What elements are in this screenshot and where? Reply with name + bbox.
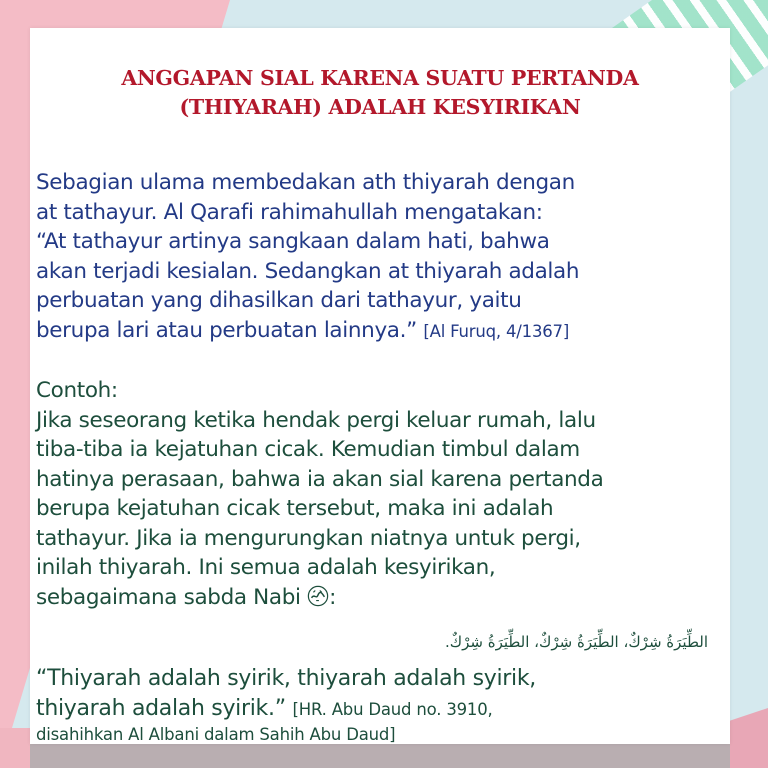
title-line: ANGGAPAN SIAL KARENA SUATU PERTANDA xyxy=(121,66,639,90)
title-line: (THIYARAH) ADALAH KESYIRIKAN xyxy=(179,95,581,119)
example-paragraph xyxy=(36,376,726,612)
paragraph-line: “At tathayur artinya sangkaan dalam hati, bahwa xyxy=(36,229,550,254)
example-line: Jika seseorang ketika hendak pergi keluar rumah, lalu xyxy=(36,407,596,433)
example-line-text: sebagaimana sabda Nabi xyxy=(36,584,301,610)
paragraph-line: perbuatan yang dihasilkan dari tathayur, yaitu xyxy=(36,288,522,313)
content-card xyxy=(30,28,730,744)
page-title xyxy=(30,64,730,122)
example-line: berupa kejatuhan cicak tersebut, maka ini adalah xyxy=(36,496,554,521)
source-reference: [Al Furuq, 4/1367] xyxy=(423,321,570,341)
hadith-arabic-text: الطِّيَرَةُ شِرْكٌ، الطِّيَرَةُ شِرْكٌ، الطِّيَرَةُ شِرْكٌ. xyxy=(444,633,708,651)
hadith-translation-quote xyxy=(36,664,726,746)
hadith-reference: [HR. Abu Daud no. 3910, xyxy=(292,700,493,719)
example-closing-colon: : xyxy=(329,584,337,610)
paragraph-line xyxy=(36,316,726,347)
example-line: tathayur. Jika ia mengurungkan niatnya untuk pergi, xyxy=(36,525,581,551)
quote-line-text: thiyarah adalah syirik.” xyxy=(36,696,286,721)
paragraph-line: Sebagian ulama membedakan ath thiyarah dengan xyxy=(36,170,575,195)
card-shadow xyxy=(30,744,730,768)
example-line xyxy=(36,583,726,613)
salawat-calligraphy-icon xyxy=(307,585,329,607)
hadith-reference: disahihkan Al Albani dalam Sahih Abu Daud] xyxy=(36,725,396,744)
explanation-paragraph xyxy=(36,168,726,346)
paragraph-line: akan terjadi kesialan. Sedangkan at thiyarah adalah xyxy=(36,258,580,284)
quote-line: “Thiyarah adalah syirik, thiyarah adalah syirik, xyxy=(36,666,536,691)
example-line: hatinya perasaan, bahwa ia akan sial karena pertanda xyxy=(36,466,604,492)
example-heading: Contoh: xyxy=(36,378,118,403)
paragraph-line-text: berupa lari atau perbuatan lainnya.” xyxy=(36,317,417,343)
example-line: inilah thiyarah. Ini semua adalah kesyirikan, xyxy=(36,555,496,580)
example-line: tiba-tiba ia kejatuhan cicak. Kemudian timbul dalam xyxy=(36,437,580,462)
paragraph-line: at tathayur. Al Qarafi rahimahullah mengatakan: xyxy=(36,199,543,225)
quote-line xyxy=(36,694,726,724)
